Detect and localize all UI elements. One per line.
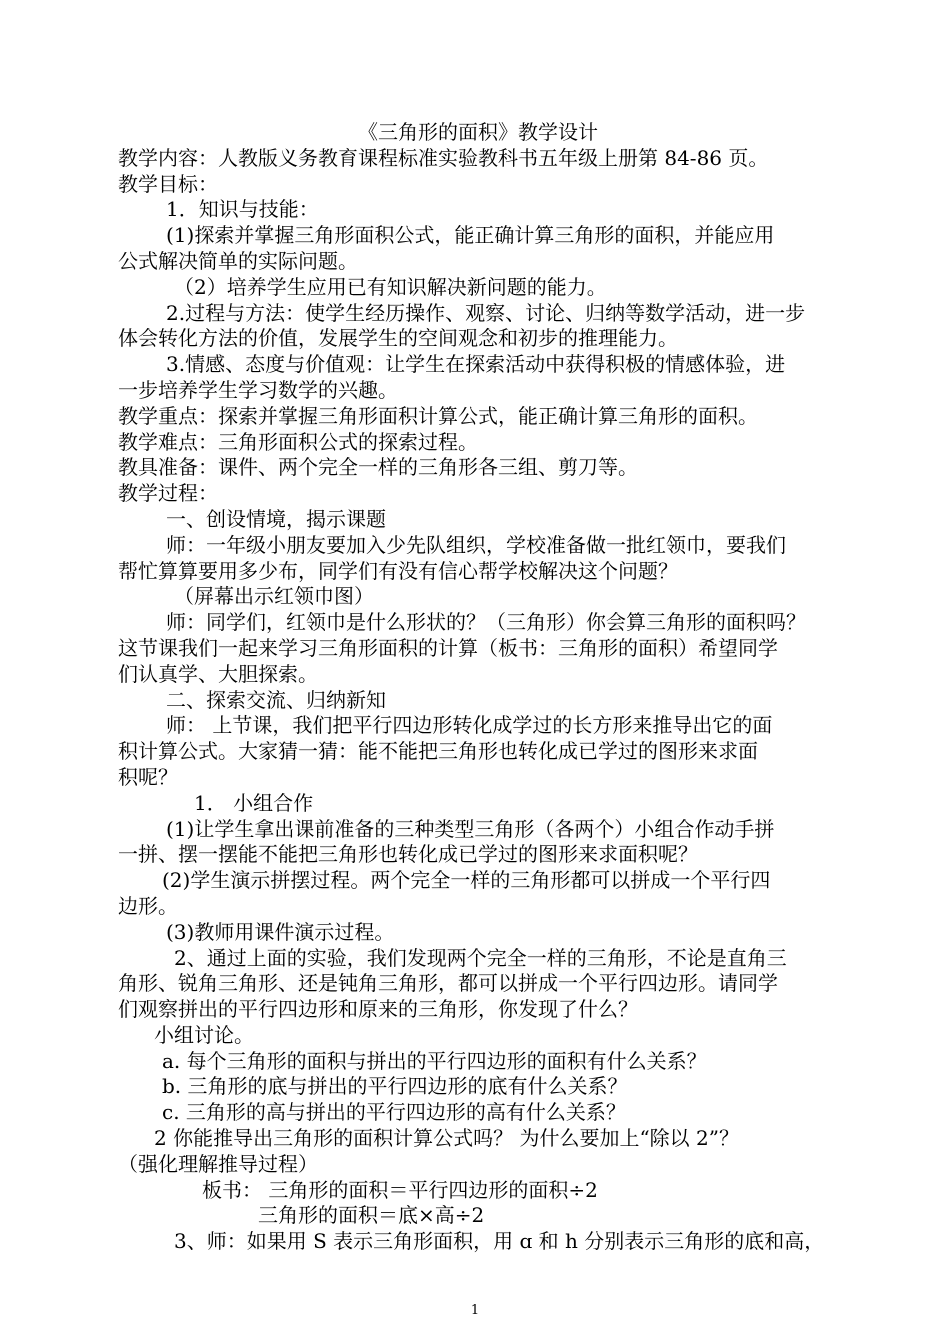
text-line: 1． 小组合作 [194,790,314,815]
text-line: 边形。 [118,893,178,918]
page-number: 1 [470,1303,480,1318]
text-line: a. 每个三角形的面积与拼出的平行四边形的面积有什么关系？ [162,1048,707,1073]
text-line: 师：同学们，红领巾是什么形状的？（三角形）你会算三角形的面积吗？ [166,610,806,635]
text-line: 公式解决简单的实际问题。 [118,248,358,273]
document-body [118,120,838,1255]
text-line: 小组讨论。 [154,1022,254,1047]
text-line: 1．知识与技能： [166,197,319,222]
text-line: (3)教师用课件演示过程。 [166,919,395,944]
text-line: 一拼、摆一摆能不能把三角形也转化成已学过的图形来求面积呢？ [118,842,698,867]
text-line: （2）培养学生应用已有知识解决新问题的能力。 [174,274,607,299]
text-line: b. 三角形的底与拼出的平行四边形的底有什么关系？ [162,1074,628,1099]
text-line: 们观察拼出的平行四边形和原来的三角形，你发现了什么？ [118,997,638,1022]
text-line: 积呢？ [118,764,178,789]
text-line: 教学难点：三角形面积公式的探索过程。 [118,429,478,454]
text-line: 2.过程与方法：使学生经历操作、观察、讨论、归纳等数学活动，进一步 [166,300,806,325]
text-line: (1)让学生拿出课前准备的三种类型三角形（各两个）小组合作动手拼 [166,816,775,841]
section-heading: 一、创设情境，揭示课题 [166,506,386,531]
text-line: （屏幕出示红领巾图） [174,584,374,609]
text-line: (2)学生演示拼摆过程。两个完全一样的三角形都可以拼成一个平行四 [162,868,771,893]
text-line: 师： 上节课，我们把平行四边形转化成学过的长方形来推导出它的面 [166,713,773,738]
text-line: 教学过程： [118,481,218,506]
text-line: 这节课我们一起来学习三角形面积的计算（板书：三角形的面积）希望同学 [118,635,778,660]
document-title: 《三角形的面积》教学设计 [358,120,598,144]
text-line: c. 三角形的高与拼出的平行四边形的高有什么关系？ [162,1100,626,1125]
section-heading: 二、探索交流、归纳新知 [166,687,386,712]
text-line: (1)探索并掌握三角形面积公式，能正确计算三角形的面积，并能应用 [166,223,775,248]
text-line: 教具准备：课件、两个完全一样的三角形各三组、剪刀等。 [118,455,638,480]
text-line: 板书： 三角形的面积＝平行四边形的面积÷2 [202,1177,598,1202]
text-line: 角形、锐角三角形、还是钝角三角形，都可以拼成一个平行四边形。请同学 [118,971,778,996]
text-line: 体会转化方法的价值，发展学生的空间观念和初步的推理能力。 [118,326,678,351]
text-line: 师：一年级小朋友要加入少先队组织，学校准备做一批红领巾，要我们 [166,532,786,557]
text-line: 2 你能推导出三角形的面积计算公式吗？ 为什么要加上“除以 2”？ [154,1126,739,1151]
text-line: 3.情感、态度与价值观：让学生在探索活动中获得积极的情感体验，进 [166,352,786,377]
text-line: 教学目标： [118,171,218,196]
text-line: 教学重点：探索并掌握三角形面积计算公式，能正确计算三角形的面积。 [118,403,758,428]
text-line: 2、通过上面的实验，我们发现两个完全一样的三角形，不论是直角三 [174,945,787,970]
text-line: 一步培养学生学习数学的兴趣。 [118,377,398,402]
text-line: 三角形的面积＝底×高÷2 [258,1203,485,1228]
text-line: 积计算公式。大家猜一猜：能不能把三角形也转化成已学过的图形来求面 [118,739,758,764]
text-line: 帮忙算算要用多少布，同学们有没有信心帮学校解决这个问题？ [118,558,678,583]
text-line: （强化理解推导过程） [118,1151,318,1176]
text-line: 教学内容：人教版义务教育课程标准实验教科书五年级上册第 84-86 页。 [118,145,769,170]
text-line: 们认真学、大胆探索。 [118,661,318,686]
text-line: 3、师：如果用 S 表示三角形面积，用 ɑ 和 h 分别表示三角形的底和高， [174,1229,825,1254]
